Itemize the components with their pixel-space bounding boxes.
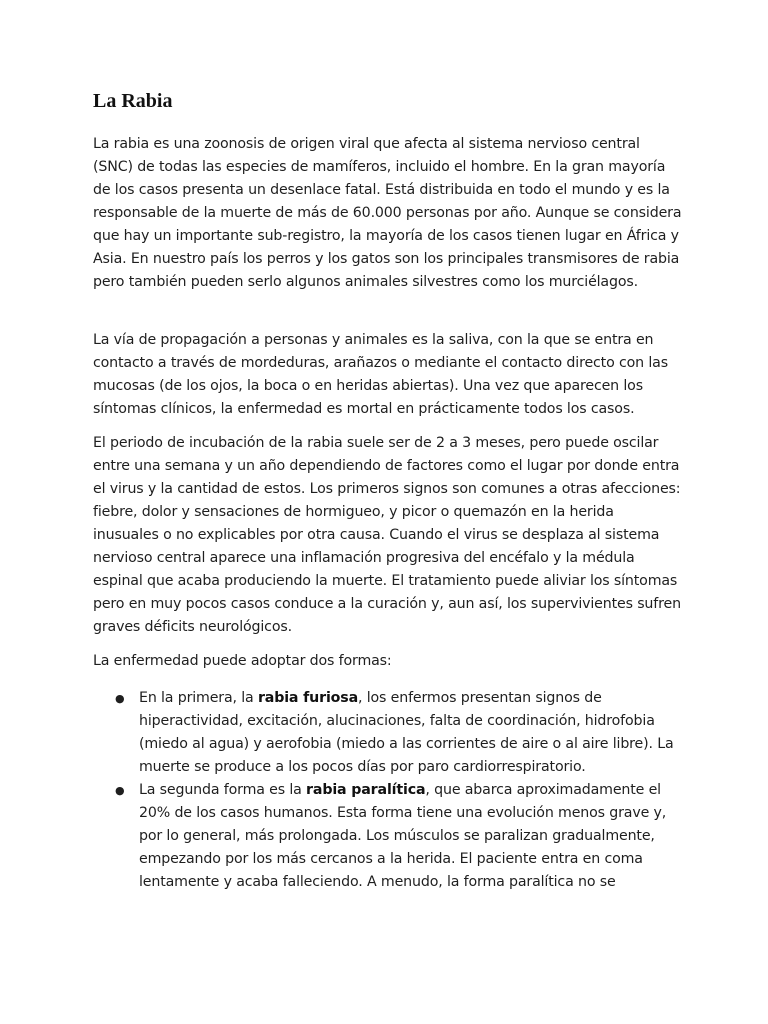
- list-item-text-after: , que abarca aproximadamente el 20% de los casos humanos. Esta forma tiene una evolución menos grave y, por lo general, más prolongada. Los músculos se paralizan gradualmente, empezando por los más cercanos a la herida. El paciente entra en coma lentamente y acaba falleciendo. A menudo, la forma paralítica no se: [139, 782, 667, 890]
- bullet-icon: ●: [115, 784, 125, 797]
- list-item-text-before: La segunda forma es la: [139, 782, 307, 798]
- document-body: [93, 88, 683, 894]
- paragraph-incubation: El periodo de incubación de la rabia suele ser de 2 a 3 meses, pero puede oscilar entre una semana y un año dependiendo de factores como el lugar por donde entra el virus y la cantidad de estos. Los primeros signos son comunes a otras afecciones: fiebre, dolor y sensaciones de hormigueo, y picor o quemazón en la herida inusuales o no explicables por otra causa. Cuando el virus se desplaza al sistema nervioso central aparece una inflamación progresiva del encéfalo y la médula espinal que acaba produciendo la muerte. El tratamiento puede aliviar los síntomas pero en muy pocos casos conduce a la curación y, aun así, los supervivientes sufren graves déficits neurológicos.: [93, 435, 681, 635]
- document-title: La Rabia: [93, 90, 173, 112]
- forms-list: [93, 687, 683, 894]
- paragraph-intro: La rabia es una zoonosis de origen viral que afecta al sistema nervioso central (SNC) de todas las especies de mamíferos, incluido el hombre. En la gran mayoría de los casos presenta un desenlace fatal. Está distribuida en todo el mundo y es la responsable de la muerte de más de 60.000 personas por año. Aunque se considera que hay un importante sub-registro, la mayoría de los casos tienen lugar en África y Asia. En nuestro país los perros y los gatos son los principales transmisores de rabia pero también pueden serlo algunos animales silvestres como los murciélagos.: [93, 136, 682, 290]
- list-item-term: rabia furiosa: [257, 690, 358, 706]
- list-item-text-before: En la primera, la: [139, 690, 258, 706]
- bullet-icon: ●: [115, 692, 125, 705]
- paragraph-forms-intro: La enfermedad puede adoptar dos formas:: [93, 653, 392, 669]
- list-item-text-after: , los enfermos presentan signos de hiperactividad, excitación, alucinaciones, falta de coordinación, hidrofobia (miedo al agua) y aerofobia (miedo a las corrientes de aire o al aire libre). La muerte se produce a los pocos días por paro cardiorrespiratorio.: [139, 690, 674, 775]
- list-item: [93, 779, 683, 894]
- paragraph-transmission: La vía de propagación a personas y animales es la saliva, con la que se entra en contacto a través de mordeduras, arañazos o mediante el contacto directo con las mucosas (de los ojos, la boca o en heridas abiertas). Una vez que aparecen los síntomas clínicos, la enfermedad es mortal en prácticamente todos los casos.: [93, 332, 668, 417]
- list-item: [93, 687, 683, 779]
- list-item-term: rabia paralítica: [306, 782, 426, 798]
